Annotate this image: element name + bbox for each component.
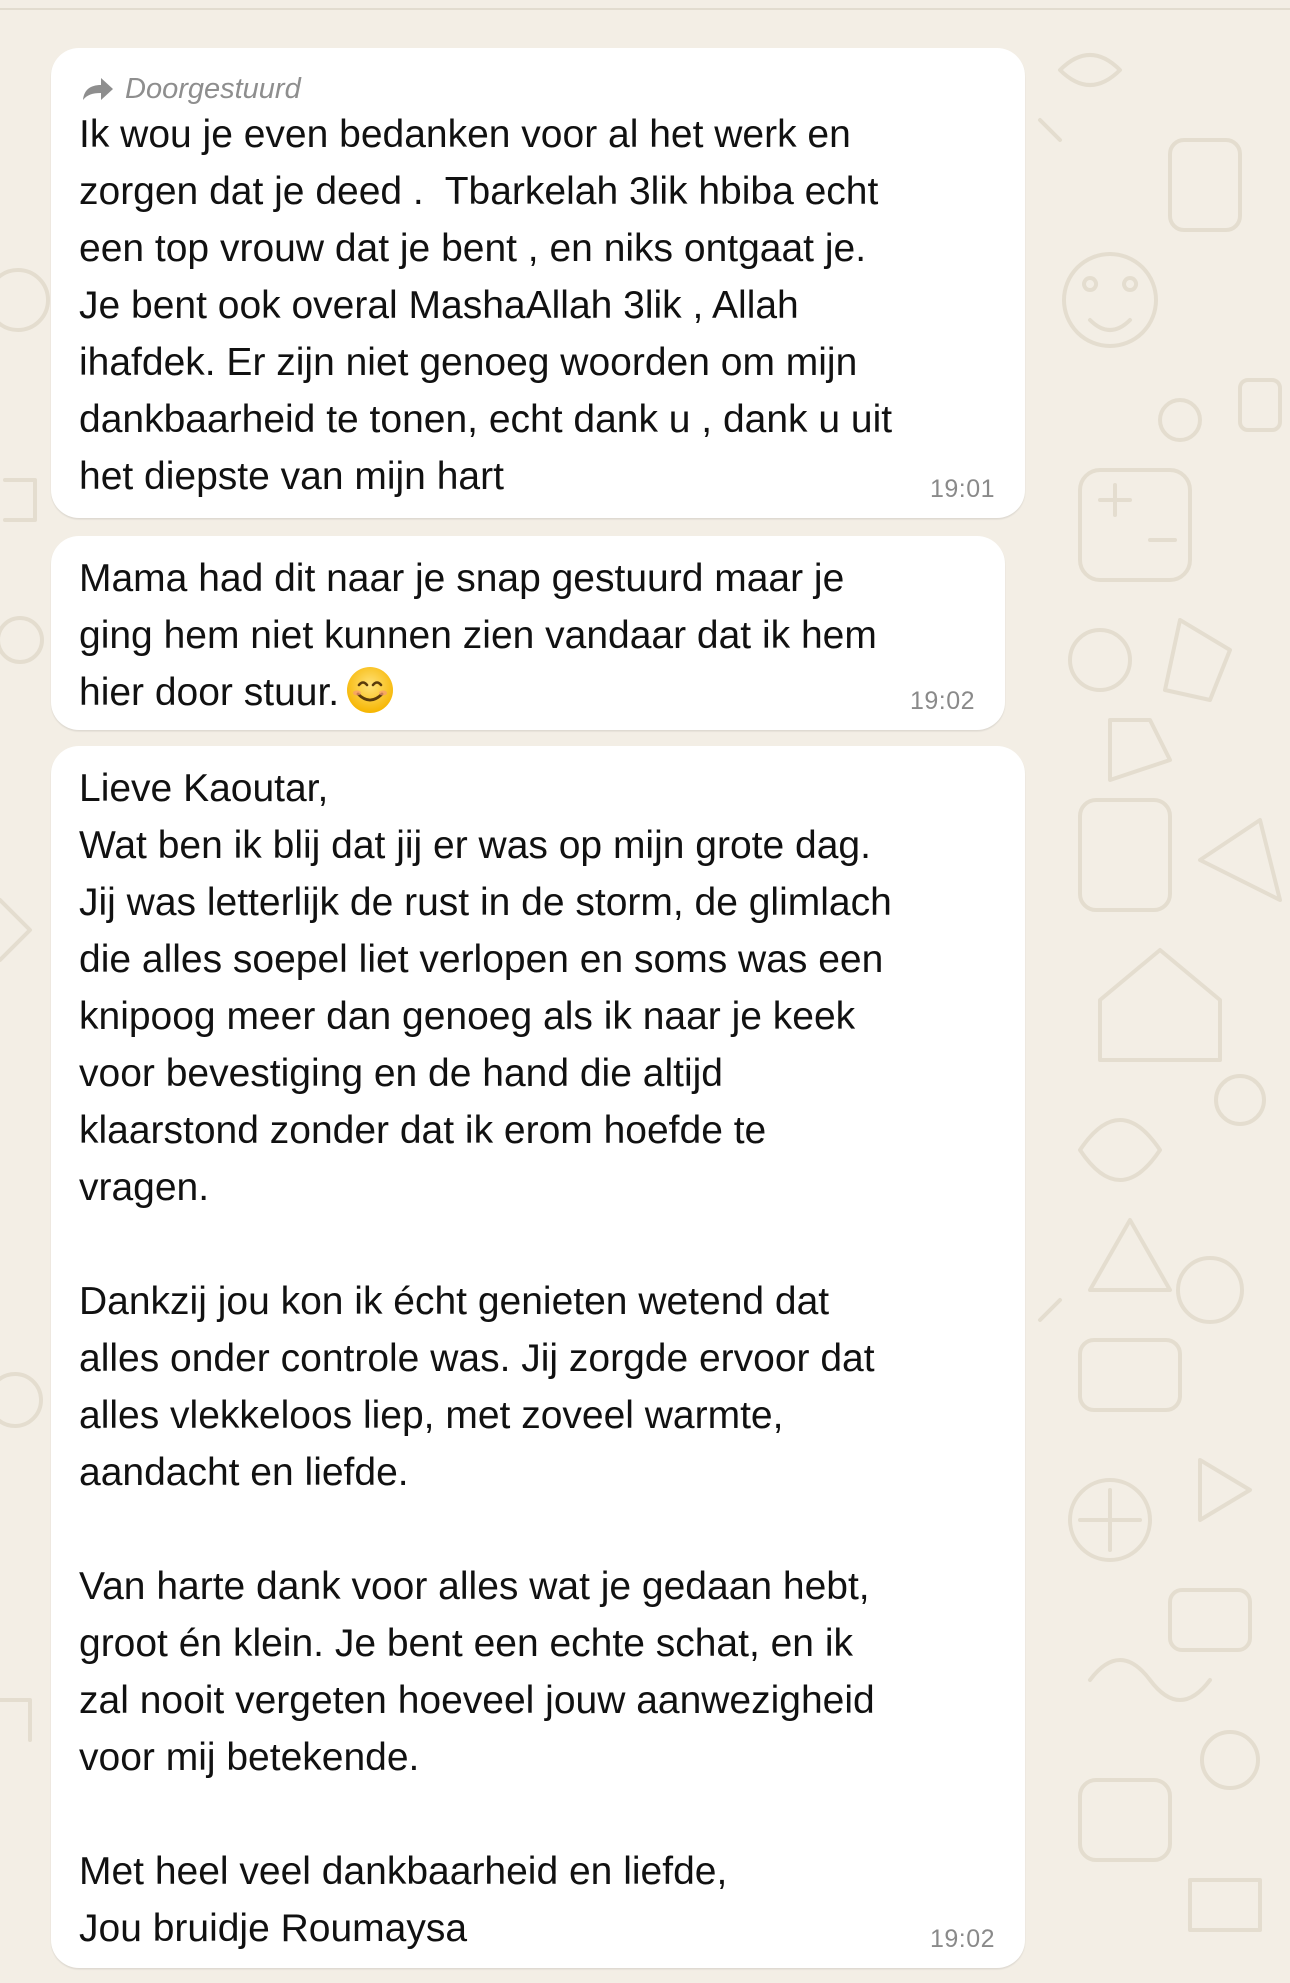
message-timestamp: 19:02 [909,687,975,715]
message-timestamp: 19:02 [929,1925,995,1953]
forward-arrow-icon [81,76,115,102]
forwarded-label-row [79,68,995,110]
message-text: Mama had dit naar je snap gestuurd maar je ging hem niet kunnen zien vandaar dat ik hem hier door stuur. [79,557,877,714]
message-bubble[interactable] [51,536,1005,730]
message-timestamp: 19:01 [929,475,995,503]
message-bubble[interactable] [51,746,1025,1968]
smiling-face-emoji [345,665,395,715]
message-text: Ik wou je even bedanken voor al het werk en zorgen dat je deed . Tbarkelah 3lik hbiba echt een top vrouw dat je bent , en niks ontgaat je. Je bent ook overal MashaAllah 3lik , Allah ihafdek. Er zijn niet genoeg woorden om mijn dankbaarheid te tonen, echt dank u , dank u uit het diepste van mijn hart [79,113,893,498]
message-text: Lieve Kaoutar, Wat ben ik blij dat jij er was op mijn grote dag. Jij was letterlijk de rust in de storm, de glimlach die alles soepel liet verlopen en soms was een knipoog meer dan genoeg als ik naar je keek voor bevestiging en de hand die altijd klaarstond zonder dat ik erom hoefde te vragen. Dankzij jou kon ik écht genieten wetend dat alles onder controle was. Jij zorgde ervoor dat alles vlekkeloos liep, met zoveel warmte, aandacht en liefde. Van harte dank voor alles wat je gedaan hebt, groot én klein. Je bent een echte schat, en ik zal nooit vergeten hoeveel jouw aanwezigheid voor mij betekende. Met heel veel dankbaarheid en liefde, Jou bruidje Roumaysa [79,767,892,1950]
forwarded-label: Doorgestuurd [125,72,301,105]
message-text-wrap [79,550,975,721]
message-bubble-forwarded[interactable] [51,48,1025,518]
